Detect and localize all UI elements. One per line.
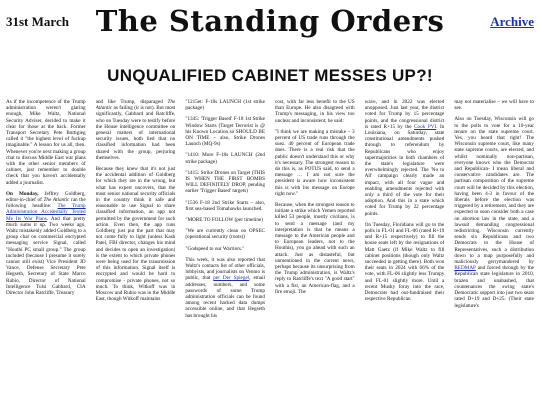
article-link[interactable]: REDMAP <box>454 265 476 272</box>
text-run: , email addresses, numbers, and some passwords of some Trump administration officials can be found among recent hacked data dumps accessible online, and that Hegseth has brought his <box>185 275 265 319</box>
article-column <box>365 99 445 405</box>
article-paragraph <box>185 152 265 164</box>
text-run: Because they knew that it's not just the accidental addition of Goldberg for which they are in the wrong, but what has expert uncovers, that the most senior national security officials in the country think it safe and reasonable to use Signal to share classified information, an app not permitted by the government for such action. Even then, the app runs Goldberg just put the part that may not come fully to light (unless Kash Patel, FBI director, changes his mind and decides to open an investigation) is the extent to which private phones were being used for the transmission of this information. Signal itself is encrypted and would be hard to compromise - private phones, not so much. To think, Witkoff was in Moscow and Rubio was in the Middle East, though Witkoff maintains <box>95 166 176 303</box>
article-link[interactable]: per Der Spiegel <box>213 275 250 282</box>
text-run: cost, with far less benefit to the US than Europe. He also disagreed with Trump's messaging, in his view too unclear and inconsistent; he said: <box>274 99 355 124</box>
newspaper-title: The Standing Orders <box>95 4 445 38</box>
article-headline: UNQUALIFIED CABINET MESSES UP?! <box>107 66 433 85</box>
text-run: . And that pretty much sums it up. Two weeks ago, Waltz mistakenly added Goldberg to a group chat on commercial encrypted messaging service Signal, called "Houthi PC small group." The group included (because I presume it surely cannot still exist) Vice President JD Vance, Defense Secretary Pete Hegseth, Secretary of State Marco Rubio, Director of National Intelligence Tulsi Gabbard, CIA Director John Ratcliffe, Treasury <box>6 215 86 297</box>
article-paragraph <box>185 246 265 252</box>
text-run: ran the following headline: <box>6 197 86 210</box>
article-paragraph <box>6 99 86 186</box>
text-run: "MORE TO FOLLOW (per timeline) <box>185 217 263 224</box>
text-run: may not materialise – we will have to see. <box>454 99 534 112</box>
article-link[interactable]: The Trump Administration Accidentally Texted Me Its War Plans <box>6 203 86 222</box>
article-paragraph <box>185 217 265 223</box>
article-paragraph <box>275 202 355 295</box>
bold-lead: On Monday, <box>6 190 39 197</box>
article-paragraph <box>6 191 86 296</box>
text-run: On Tuesday, Floridians will go to the polls in FL-01 and FL-06 (rated R+19 and R+15 respectively) to fill the house seats left by the resignations of Matt Gaetz (if Mike Waltz to fill cabinet positions (though only Waltz succeeded in getting there). Both won their seats in 2024 with 66% of the vote, with FL-06 slightly less Trumpy and FL-01 slightly more. Until a recent Musky foray into the race, Democrats had out-fundraised their respective Republican <box>364 221 445 303</box>
article-paragraph <box>96 166 176 302</box>
article-column <box>185 99 265 405</box>
article-paragraph <box>275 99 355 124</box>
text-run: "I think we are making a mistake – 3 percent of US trade runs through the suez. 40 percent of European trade does. There is a real risk that the public doesn't understand this or why it's necessary. The strongest reason to do this is, as POTUS said, to send a message … I am not sure the president is aware how inconsistent this is with his message on Europe right now." <box>274 128 355 197</box>
text-run: and forced through by the Republican state legislature in 2010, brazen and unabashed, that countenances the swing state's Democratic support into just two seats rated D+19 and D+25. (Their state legislature's <box>454 265 534 309</box>
text-run: "1536 F-18 2nd Strike Starts – also, first sea-based Tomahawks launched. <box>185 199 265 212</box>
text-run: . In Louisiana, on Saturday, state constitutional amendments pushed through to referendum by Republicans who enjoy supermajorities in both chambers of the state's legislature were overwhelmingly rejected. The 'No to All' campaign clearly made an impact, with all four vague and enabling amendments rejected with only a third of the vote for their adoption. And this in a state which voted for Trump by 22 percentage points. <box>364 123 445 217</box>
text-run: "1415: Strike Drones on Target (THIS IS WHEN THE FIRST BOMBS WILL DEFINITELY DROP, pending earlier 'Trigger Based' targets) <box>185 169 265 195</box>
article-paragraph <box>185 200 265 212</box>
text-run: as failing (it is not). But most significantly, Gabbard and Ratcliffe, who on Tuesday were to testify before the House intelligence committee on general matters of international security issues, both lied that no classified information had been shared with the group, perjuring themselves. <box>95 105 176 161</box>
text-run: wave, and in 2022 was elected unopposed. Just last year, the district voted for Trump by 15 percentage points, and the congressional district is rated R+15 by the <box>364 99 445 130</box>
masthead <box>0 0 540 50</box>
article-paragraph <box>185 170 265 195</box>
article-paragraph <box>185 228 265 240</box>
article-column <box>6 99 86 405</box>
article-paragraph <box>185 99 265 111</box>
article-body <box>6 99 534 405</box>
article-column <box>454 99 534 405</box>
article-paragraph <box>185 116 265 147</box>
article-paragraph <box>185 257 265 319</box>
archive-link[interactable]: Archive <box>490 14 534 29</box>
italic-text: The Atlantic <box>43 197 70 204</box>
article-paragraph <box>454 116 534 308</box>
article-paragraph <box>96 99 176 161</box>
text-run: "1215et: F-18s LAUNCH (1st strike package) <box>185 99 265 112</box>
article-column <box>275 99 355 405</box>
text-run: "1345: 'Trigger Based' F-18 1st Strike Window Starts (Target Terrorist is @ his Known Location so SHOULD BE ON TIME – also, Strike Drones Launch (MQ-9s) <box>185 116 265 148</box>
text-run: Because, when the strongest reason to initiate a strike which Yemen reported killed 53 people, mostly civilians, is to send a message (and my interpretation is that he means a message to the American people and to European leaders, not to the Houthis), you go ahead with such an attack. Just as distasteful, but unmentioned in the current news, perhaps because its unsurprising from the Trump administration, is Waltz's reply to Ratcliffe's text "A good start" with a fist, an American-flag, and a fire emoji. The <box>274 202 355 295</box>
article-paragraph <box>454 99 534 111</box>
text-run: This week, it was also reported that Waltz's contacts list of other officials, lobbyists, and journalists on Venmo is public, that <box>185 256 265 282</box>
article-column <box>96 99 176 405</box>
article-link[interactable]: Cook PVI <box>414 123 437 130</box>
text-run: As if the incompetence of the Trump administration weren't glaring enough, Mike Waltz, National Security Adviser, decided to make it clear for those at the back. Former Transport Secretary Pete Buttigieg called it "the highest level of fuckup imaginable." A lesson for us all, then. Whenever you're next making a group chat to discuss Middle East war plans with the other senior members of cabinet, just remember to double check that you haven't accidentally added a journalist. <box>6 99 86 186</box>
text-run: "We are currently clean on OPSEC (operational security (roots)) <box>185 228 265 241</box>
text-run: Also on Tuesday, Wisconsin will go to the polls to vote for a 10-year tenure on the state supreme court. Yes, you heard that right! The Wisconsin supreme court, like many state supreme courts, are elected, and whilst nominally non-partisan, everyone knows who the Democrat and Republican- I mean liberal and conservative candidates are. The partisan composition of the supreme court will be decided by this election, having been 4-3 in favour of the liberals before the election was triggered by a retirement, and they are expected to soon consider both a case on abortion law in the state, and a lawsuit demanding congressional redistricting. Wisconsin currently sends six Republicans and two Democrats to the House of Representatives, such a distribution down to a map purposefully and maliciously gerrymandered by <box>454 116 534 266</box>
text-run: "Godspeed to our Warriors." <box>185 245 245 252</box>
article-paragraph <box>365 99 445 217</box>
text-run: Jeffrey Goldberg, editor-in-chief of <box>6 190 86 204</box>
issue-date: 31st March <box>6 14 69 29</box>
article-paragraph <box>365 222 445 303</box>
text-run: and like Trump, disparaged <box>95 99 168 105</box>
text-run: "1410: More F-18s LAUNCH (2nd strike package) <box>185 152 265 165</box>
italic-text: The Atlantic <box>95 99 176 112</box>
article-paragraph <box>275 129 355 197</box>
